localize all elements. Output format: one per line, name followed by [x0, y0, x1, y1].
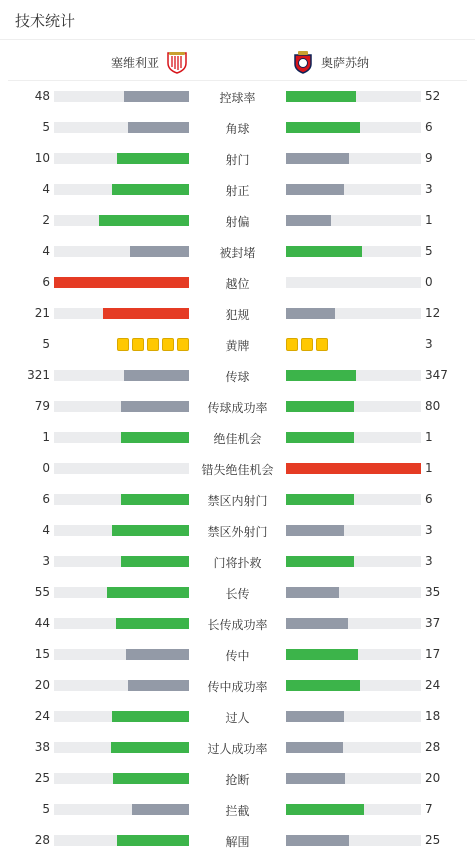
- home-stat-value: 20: [34, 678, 50, 692]
- stat-row: [0, 484, 475, 515]
- away-stat-value: 3: [425, 523, 433, 537]
- home-stat-bar: [54, 773, 189, 784]
- away-stat-bar: [286, 246, 421, 257]
- home-stat-bar-fill: [113, 773, 189, 784]
- stat-label: 过人: [225, 711, 250, 725]
- home-yellow-cards: [117, 338, 189, 351]
- home-stat-bar-fill: [124, 370, 189, 381]
- stat-label: 犯规: [225, 308, 250, 322]
- home-stat-bar: [54, 401, 189, 412]
- away-stat-bar: [286, 401, 421, 412]
- away-stat-bar: [286, 711, 421, 722]
- home-stat-bar: [54, 680, 189, 691]
- stat-label: 传中: [225, 649, 250, 663]
- home-stat-value: 1: [42, 430, 50, 444]
- away-stat-bar-fill: [286, 711, 344, 722]
- home-stat-value: 2: [42, 213, 50, 227]
- home-stat-bar-fill: [121, 401, 189, 412]
- home-stat-bar: [54, 432, 189, 443]
- yellow-card-icon: [132, 338, 144, 351]
- stat-row: [0, 608, 475, 639]
- home-stat-bar: [54, 277, 189, 288]
- away-stat-bar: [286, 463, 421, 474]
- stat-row: [0, 825, 475, 856]
- stat-label: 禁区内射门: [207, 494, 268, 508]
- stat-label: 射正: [225, 184, 250, 198]
- stat-label: 禁区外射门: [207, 525, 268, 539]
- stat-row: [0, 267, 475, 298]
- away-stat-bar: [286, 153, 421, 164]
- stat-label: 射偏: [225, 215, 250, 229]
- away-stat-value: 3: [425, 554, 433, 568]
- page-title: 技术统计: [15, 12, 76, 30]
- home-stat-value: 321: [27, 368, 50, 382]
- stat-row: [0, 112, 475, 143]
- away-stat-bar: [286, 742, 421, 753]
- away-stat-bar-fill: [286, 463, 421, 474]
- home-stat-value: 4: [42, 244, 50, 258]
- home-stat-bar-fill: [117, 835, 189, 846]
- home-stat-bar: [54, 246, 189, 257]
- away-stat-bar-fill: [286, 773, 345, 784]
- stat-row: [0, 236, 475, 267]
- home-stat-bar: [54, 525, 189, 536]
- home-stat-bar-fill: [107, 587, 189, 598]
- stat-row: [0, 422, 475, 453]
- away-stat-bar: [286, 835, 421, 846]
- away-stat-bar: [286, 773, 421, 784]
- home-stat-bar: [54, 711, 189, 722]
- yellow-card-icon: [286, 338, 298, 351]
- away-stat-bar-fill: [286, 432, 354, 443]
- away-yellow-cards: [286, 338, 328, 351]
- yellow-card-icon: [301, 338, 313, 351]
- home-stat-value: 21: [34, 306, 50, 320]
- stat-row: [0, 329, 475, 360]
- home-stat-bar-fill: [112, 711, 189, 722]
- away-stat-value: 52: [425, 89, 441, 103]
- stat-row: [0, 515, 475, 546]
- away-team-name: 奥萨苏纳: [321, 55, 370, 70]
- home-stat-bar-fill: [99, 215, 189, 226]
- home-stat-value: 5: [42, 120, 50, 134]
- away-stat-value: 24: [425, 678, 441, 692]
- stat-label: 错失绝佳机会: [201, 463, 274, 477]
- stat-label: 传中成功率: [207, 680, 268, 694]
- away-stat-bar: [286, 804, 421, 815]
- stat-label: 抢断: [225, 773, 250, 787]
- away-stat-bar-fill: [286, 680, 360, 691]
- away-stat-bar: [286, 122, 421, 133]
- home-stat-bar-fill: [54, 277, 189, 288]
- away-stat-bar-fill: [286, 91, 356, 102]
- home-stat-value: 4: [42, 523, 50, 537]
- away-stat-value: 3: [425, 182, 433, 196]
- home-stat-bar-fill: [121, 432, 189, 443]
- stat-row: [0, 143, 475, 174]
- away-stat-bar: [286, 432, 421, 443]
- home-stat-bar: [54, 618, 189, 629]
- away-stat-bar-fill: [286, 370, 356, 381]
- home-stat-bar: [54, 649, 189, 660]
- stat-label: 传球: [225, 370, 250, 384]
- away-stat-value: 1: [425, 461, 433, 475]
- home-stat-bar-fill: [112, 525, 189, 536]
- home-stat-value: 5: [42, 337, 50, 351]
- away-stat-bar-fill: [286, 649, 358, 660]
- away-stat-bar-fill: [286, 246, 362, 257]
- home-stat-value: 6: [42, 492, 50, 506]
- away-stat-bar-fill: [286, 215, 331, 226]
- home-stat-bar-fill: [132, 804, 189, 815]
- home-stat-value: 10: [34, 151, 50, 165]
- away-stat-value: 28: [425, 740, 441, 754]
- stat-label: 拦截: [225, 804, 250, 818]
- stat-row: [0, 360, 475, 391]
- away-stat-value: 1: [425, 430, 433, 444]
- yellow-card-icon: [147, 338, 159, 351]
- away-stat-bar: [286, 556, 421, 567]
- home-stat-bar: [54, 804, 189, 815]
- stat-row: [0, 391, 475, 422]
- home-stat-bar: [54, 463, 189, 474]
- away-stat-bar: [286, 277, 421, 288]
- home-stat-value: 38: [34, 740, 50, 754]
- away-team[interactable]: [291, 50, 369, 74]
- stat-label: 门将扑救: [213, 556, 262, 570]
- away-stat-bar-fill: [286, 401, 354, 412]
- home-team[interactable]: [111, 50, 189, 74]
- away-stat-bar: [286, 525, 421, 536]
- stat-row: [0, 453, 475, 484]
- home-stat-bar-fill: [121, 556, 189, 567]
- home-stat-bar-fill: [126, 649, 189, 660]
- away-stat-bar: [286, 618, 421, 629]
- stat-row: [0, 701, 475, 732]
- yellow-card-icon: [162, 338, 174, 351]
- home-stat-value: 6: [42, 275, 50, 289]
- home-stat-bar: [54, 91, 189, 102]
- away-stat-value: 0: [425, 275, 433, 289]
- away-stat-bar: [286, 215, 421, 226]
- stat-row: [0, 732, 475, 763]
- home-stat-bar: [54, 835, 189, 846]
- away-stat-value: 6: [425, 120, 433, 134]
- away-stat-value: 37: [425, 616, 441, 630]
- stat-row: [0, 174, 475, 205]
- home-stat-bar: [54, 122, 189, 133]
- away-stat-bar: [286, 91, 421, 102]
- yellow-card-icon: [117, 338, 129, 351]
- stat-label: 绝佳机会: [213, 432, 262, 446]
- away-stat-bar-fill: [286, 525, 344, 536]
- away-stat-value: 7: [425, 802, 433, 816]
- stat-label: 过人成功率: [207, 742, 268, 756]
- stat-row: [0, 546, 475, 577]
- home-stat-bar-fill: [121, 494, 189, 505]
- teams-row: [8, 40, 467, 81]
- stat-label: 解围: [225, 835, 250, 849]
- away-stat-value: 3: [425, 337, 433, 351]
- sevilla-crest-icon: [165, 50, 189, 74]
- stat-row: [0, 577, 475, 608]
- away-stat-value: 25: [425, 833, 441, 847]
- home-stat-value: 55: [34, 585, 50, 599]
- home-stat-value: 0: [42, 461, 50, 475]
- stat-row: [0, 298, 475, 329]
- stat-row: [0, 639, 475, 670]
- away-stat-bar: [286, 370, 421, 381]
- stat-label: 控球率: [219, 91, 256, 105]
- home-stat-bar-fill: [116, 618, 189, 629]
- away-stat-value: 20: [425, 771, 441, 785]
- away-stat-bar-fill: [286, 556, 354, 567]
- home-stat-bar: [54, 370, 189, 381]
- yellow-card-icon: [316, 338, 328, 351]
- stat-label: 传球成功率: [207, 401, 268, 415]
- away-stat-bar-fill: [286, 804, 364, 815]
- stat-row: [0, 794, 475, 825]
- stat-label: 被封堵: [219, 246, 256, 260]
- stat-label: 长传: [225, 587, 250, 601]
- away-stat-value: 5: [425, 244, 433, 258]
- away-stat-value: 6: [425, 492, 433, 506]
- away-stat-bar-fill: [286, 308, 335, 319]
- stat-label: 越位: [225, 277, 250, 291]
- away-stat-value: 35: [425, 585, 441, 599]
- away-stat-value: 347: [425, 368, 448, 382]
- osasuna-crest-icon: [291, 50, 315, 74]
- away-stat-bar: [286, 494, 421, 505]
- away-stat-value: 9: [425, 151, 433, 165]
- home-stat-value: 48: [34, 89, 50, 103]
- home-stat-value: 15: [34, 647, 50, 661]
- away-stat-value: 1: [425, 213, 433, 227]
- away-stat-bar: [286, 680, 421, 691]
- away-stat-bar: [286, 649, 421, 660]
- away-stat-value: 18: [425, 709, 441, 723]
- stat-row: [0, 670, 475, 701]
- home-stat-bar: [54, 494, 189, 505]
- yellow-card-icon: [177, 338, 189, 351]
- away-stat-bar: [286, 587, 421, 598]
- away-stat-bar-fill: [286, 153, 349, 164]
- home-stat-value: 44: [34, 616, 50, 630]
- home-stat-bar-fill: [130, 246, 189, 257]
- home-stat-value: 79: [34, 399, 50, 413]
- stat-row: [0, 205, 475, 236]
- away-stat-bar-fill: [286, 835, 349, 846]
- home-stat-bar: [54, 587, 189, 598]
- away-stat-bar-fill: [286, 618, 348, 629]
- home-stat-bar: [54, 556, 189, 567]
- home-stat-bar: [54, 184, 189, 195]
- home-team-name: 塞维利亚: [110, 55, 159, 70]
- away-stat-bar: [286, 308, 421, 319]
- home-stat-bar-fill: [103, 308, 189, 319]
- away-stat-bar-fill: [286, 184, 344, 195]
- stat-label: 角球: [225, 122, 250, 136]
- stat-label: 长传成功率: [207, 618, 268, 632]
- home-stat-bar-fill: [117, 153, 189, 164]
- away-stat-bar: [286, 184, 421, 195]
- home-stat-bar-fill: [111, 742, 189, 753]
- away-stat-bar-fill: [286, 122, 360, 133]
- away-stat-value: 80: [425, 399, 441, 413]
- home-stat-bar-fill: [128, 680, 189, 691]
- home-stat-bar-fill: [124, 91, 189, 102]
- home-stat-bar: [54, 308, 189, 319]
- stat-label: 黄牌: [225, 339, 250, 353]
- home-stat-value: 3: [42, 554, 50, 568]
- away-stat-bar-fill: [286, 742, 343, 753]
- away-stat-value: 17: [425, 647, 441, 661]
- home-stat-bar-fill: [128, 122, 189, 133]
- home-stat-value: 4: [42, 182, 50, 196]
- home-stat-bar: [54, 215, 189, 226]
- home-stat-bar-fill: [112, 184, 189, 195]
- home-stat-value: 5: [42, 802, 50, 816]
- home-stat-value: 25: [34, 771, 50, 785]
- away-stat-value: 12: [425, 306, 441, 320]
- stat-row: [0, 81, 475, 112]
- away-stat-bar-fill: [286, 494, 354, 505]
- stat-label: 射门: [225, 153, 250, 167]
- home-stat-bar: [54, 742, 189, 753]
- stat-row: [0, 763, 475, 794]
- home-stat-value: 24: [34, 709, 50, 723]
- header: [0, 0, 475, 40]
- home-stat-value: 28: [34, 833, 50, 847]
- home-stat-bar: [54, 153, 189, 164]
- away-stat-bar-fill: [286, 587, 339, 598]
